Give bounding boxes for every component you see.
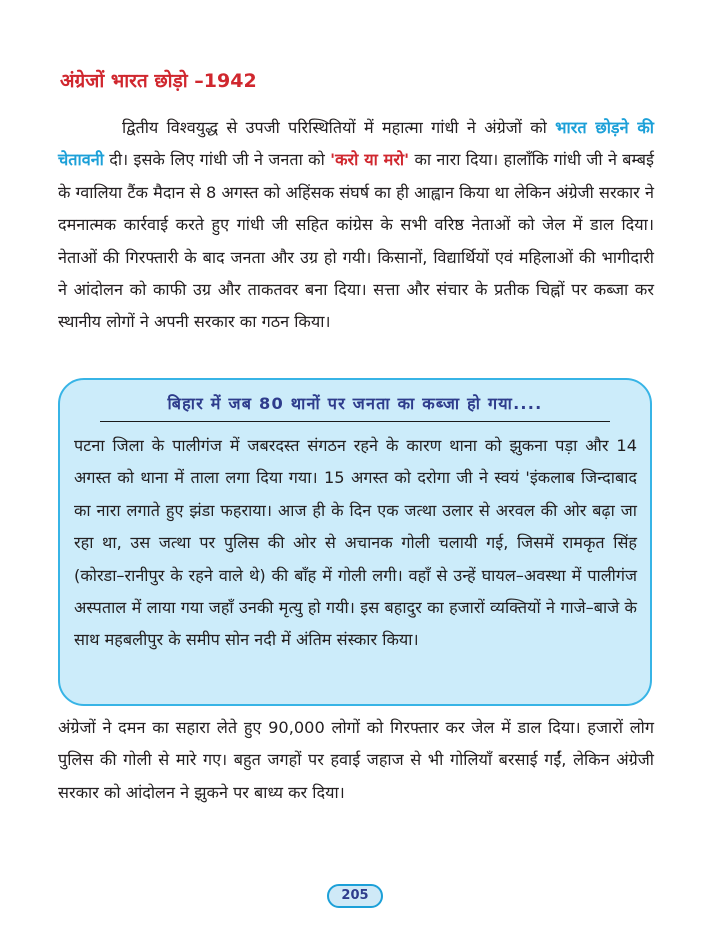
intro-text-part1: द्वितीय विश्वयुद्ध से उपजी परिस्थितियों में महात्मा गांधी ने अंग्रेजों को	[122, 118, 556, 137]
do-or-die-slogan-highlight: 'करो या मरो'	[330, 150, 410, 170]
closing-paragraph: अंग्रेजों ने दमन का सहारा लेते हुए 90,000 लोगों को गिरफ्तार कर जेल में डाल दिया। हजारों लोग पुलिस की गोली से मारे गए। बहुत जगहों पर हवाई जहाज से भी गोलियाँ बरसाई गईं, लेकिन अंग्रेजी सरकार को आंदोलन ने झुकने पर बाध्य कर दिया।	[58, 718, 654, 802]
box-title-underline	[100, 421, 610, 422]
quit-india-warning-highlight: भारत छोड़ने की चेतावनी	[58, 118, 654, 170]
intro-text-part3: का नारा दिया। हालाँकि गांधी जी ने बम्बई के ग्वालिया टैंक मैदान से 8 अगस्त को अहिंसक संघर्ष का ही आह्वान किया था लेकिन अंग्रेजी सरकार ने दमनात्मक कार्रवाई करते हुए गांधी जी सहित कांग्रेस के सभी वरिष्ठ नेताओं को जेल में डाल दिया। नेताओं की गिरफ्तारी के बाद जनता और उग्र हो गयी। किसानों, विद्यार्थियों एवं महिलाओं की भागीदारी ने आंदोलन को काफी उग्र और ताकतवर बना दिया। सत्ता और संचार के प्रतीक चिह्नों पर कब्जा कर स्थानीय लोगों ने अपनी सरकार का गठन किया।	[58, 150, 654, 332]
intro-text-part2: दी। इसके लिए गांधी जी ने जनता को	[103, 150, 331, 170]
section-heading: अंग्रेजों भारत छोड़ो –1942	[60, 70, 257, 92]
box-paragraph: पटना जिला के पालीगंज में जबरदस्त संगठन रहने के कारण थाना को झुकना पड़ा और 14 अगस्त को थाना में ताला लगा दिया गया। 15 अगस्त को दरोगा जी ने स्वयं 'इंकलाब जिन्दाबाद का नारा लगाते हुए झंडा फहराया। आज ही के दिन एक जत्था उलार से अरवल की ओर बढ़ा जा रहा था, उस जत्था पर पुलिस की ओर से अचानक गोली चलायी गई, जिसमें रामकृत सिंह (कोरडा–रानीपुर के रहने वाले थे) की बाँह में गोली लगी। वहाँ से उन्हें घायल–अवस्था में पालीगंज अस्पताल में लाया गया जहाँ उनकी मृत्यु हो गयी। इस बहादुर का हजारों व्यक्तियों ने गाजे–बाजे के साथ महबलीपुर के समीप सोन नदी में अंतिम संस्कार किया।	[74, 436, 637, 650]
bihar-story-box	[58, 378, 652, 706]
page-number-badge: 205	[327, 884, 383, 908]
intro-paragraph	[58, 112, 654, 339]
box-title: बिहार में जब 80 थानों पर जनता का कब्जा हो गया....	[167, 394, 543, 413]
